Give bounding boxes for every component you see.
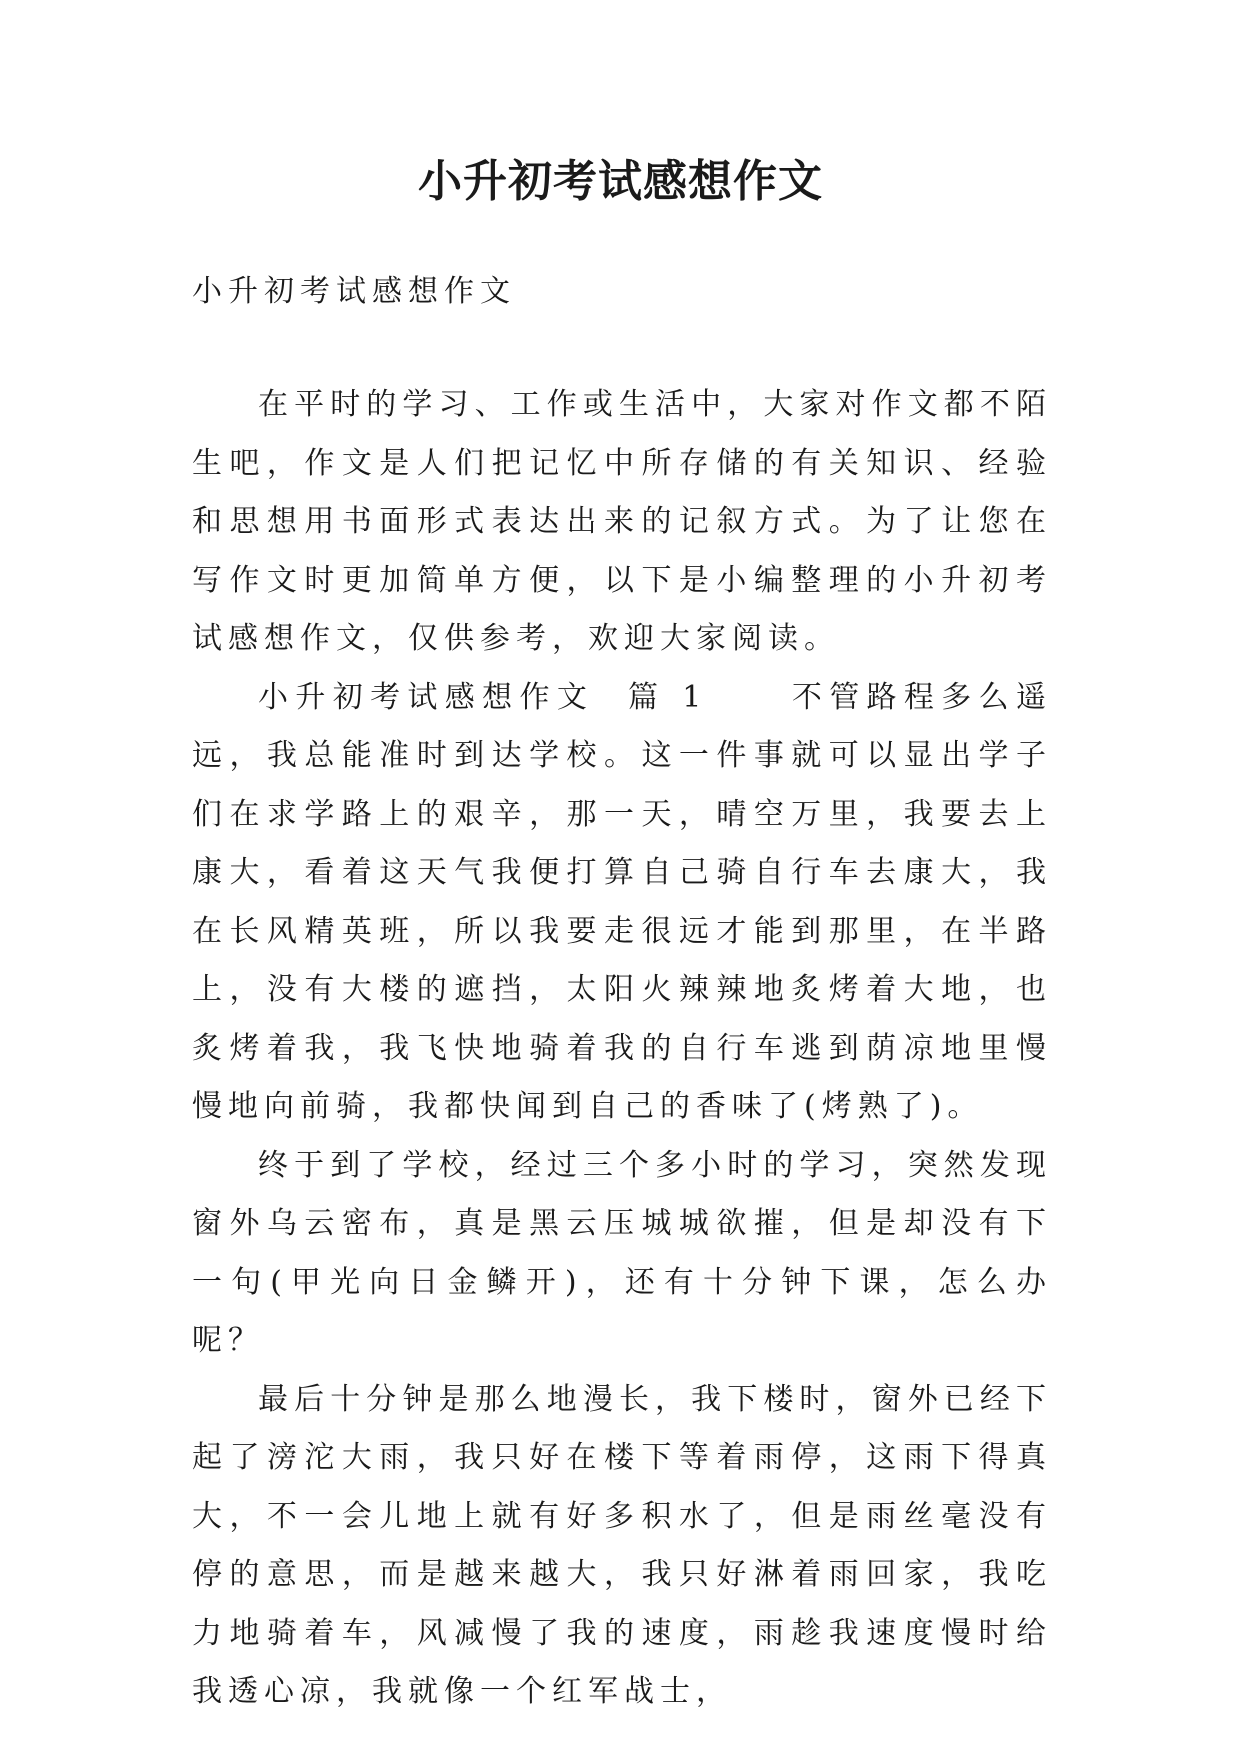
document-subtitle: 小升初考试感想作文 xyxy=(192,274,516,309)
intro-paragraph: 在平时的学习、工作或生活中，大家对作文都不陌生吧，作文是人们把记忆中所存储的有关知识、经验和思想用书面形式表达出来的记叙方式。为了让您在写作文时更加简单方便，以下是小编整理的小升初考试感想作文，仅供参考，欢迎大家阅读。 xyxy=(192,387,1052,656)
essay-paragraph-3: 最后十分钟是那么地漫长，我下楼时，窗外已经下起了滂沱大雨，我只好在楼下等着雨停，这雨下得真大，不一会儿地上就有好多积水了，但是雨丝毫没有停的意思，而是越来越大，我只好淋着雨回家，我吃力地骑着车，风减慢了我的速度，雨趁我速度慢时给我透心凉，我就像一个红军战士， xyxy=(192,1381,1052,1709)
essay-paragraph-2: 终于到了学校，经过三个多小时的学习，突然发现窗外乌云密布，真是黑云压城城欲摧，但是却没有下一句(甲光向日金鳞开)，还有十分钟下课，怎么办呢？ xyxy=(192,1147,1052,1358)
document-body xyxy=(192,262,1052,1722)
document-title: 小升初考试感想作文 xyxy=(418,156,823,207)
essay-paragraph-1: 小升初考试感想作文 篇 1 不管路程多么遥远，我总能准时到达学校。这一件事就可以显出学子们在求学路上的艰辛，那一天，晴空万里，我要去上康大，看着这天气我便打算自己骑自行车去康大，我在长风精英班，所以我要走很远才能到那里，在半路上，没有大楼的遮挡，太阳火辣辣地炙烤着大地，也炙烤着我，我飞快地骑着我的自行车逃到荫凉地里慢慢地向前骑，我都快闻到自己的香味了(烤熟了)。 xyxy=(192,679,1052,1124)
